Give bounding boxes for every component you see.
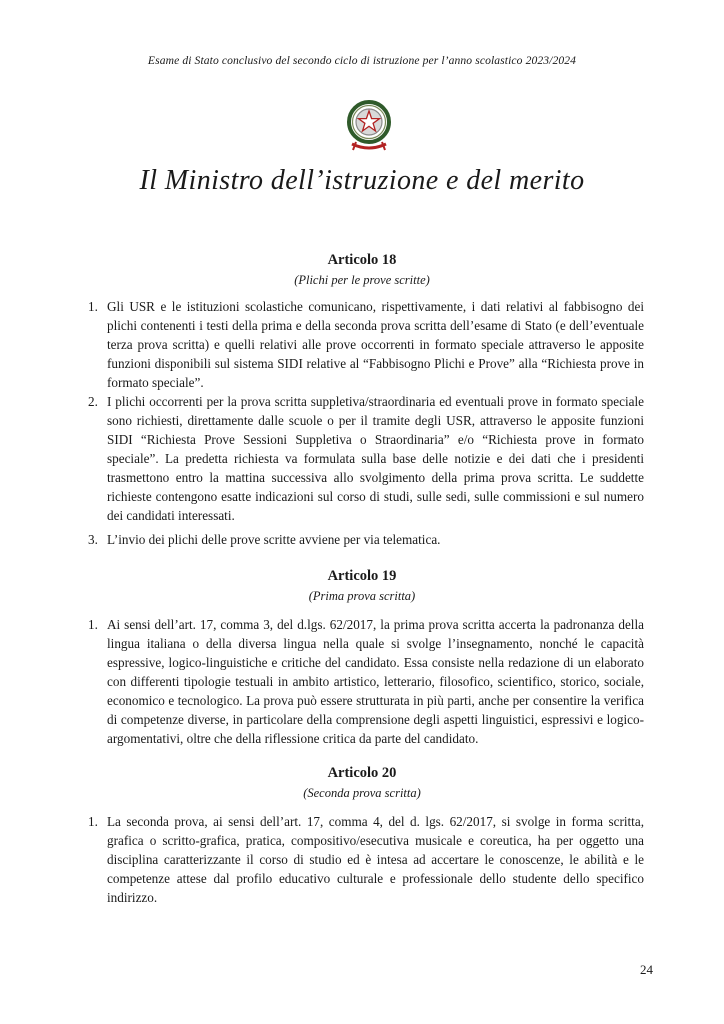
article-19-items (84, 615, 644, 748)
list-item (84, 297, 644, 392)
item-number: 1. (88, 617, 98, 632)
page-number: 24 (640, 962, 653, 977)
article-20-title: Articolo 20 (327, 765, 397, 781)
article-20-subtitle: (Seconda prova scritta) (303, 786, 421, 800)
item-number: 1. (88, 299, 98, 314)
article-19-subtitle: (Prima prova scritta) (308, 589, 416, 603)
list-item (84, 530, 644, 549)
running-header: Esame di Stato conclusivo del secondo ciclo di istruzione per l’anno scolastico 2023/2024 (147, 54, 577, 67)
list-item (84, 615, 644, 748)
article-18-subtitle: (Plichi per le prove scritte) (294, 273, 430, 287)
item-text: Gli USR e le istituzioni scolastiche comunicano, rispettivamente, i dati relativi al fabbisogno dei plichi contenenti i testi della prima e della seconda prova scritta dell’esame di Stato (e dell’eventuale terza prova scritta) e quelli relativi alle prove occorrenti in formato speciale attraverso le apposite funzioni disponibili sul sistema SIDI relative al “Fabbisogno Plichi e Prove” alla “Richiesta prove in formato speciale”. (107, 299, 644, 390)
list-item (84, 392, 644, 525)
article-19-title: Articolo 19 (327, 568, 397, 584)
list-item (84, 812, 644, 907)
italian-republic-emblem (344, 98, 394, 156)
item-text: I plichi occorrenti per la prova scritta suppletiva/straordinaria ed eventuali prove in formato speciale sono richiesti, direttamente dalle scuole o per il tramite degli USR, attraverso le apposite funzioni SIDI “Richiesta Prove Sessioni Suppletiva o Straordinaria” e/o “Richiesta prove in formato speciale”. La predetta richiesta va formulata sulla base delle notizie e dei dati che i presidenti trasmettono entro la mattina successiva allo svolgimento della prima prova scritta. Le suddette richieste contengono esatte indicazioni sul corso di studi, sulle sedi, sulle commissioni e sul numero dei candidati interessati. (107, 394, 644, 523)
ministry-title: Il Ministro dell’istruzione e del merito (139, 165, 585, 196)
item-text: L’invio dei plichi delle prove scritte avviene per via telematica. (107, 532, 441, 547)
item-text: Ai sensi dell’art. 17, comma 3, del d.lgs. 62/2017, la prima prova scritta accerta la padronanza della lingua italiana o della diversa lingua nella quale si svolge l’insegnamento, nonché le capacità espressive, logico-linguistiche e critiche del candidato. Essa consiste nella redazione di un elaborato con differenti tipologie testuali in ambito artistico, letterario, filosofico, scientifico, storico, sociale, economico e tecnologico. La prova può essere strutturata in più parti, anche per consentire la verifica di competenze diverse, in particolare della comprensione degli aspetti linguistici, espressivi e logico-argomentativi, oltre che della riflessione critica da parte del candidato. (107, 617, 644, 746)
item-number: 3. (88, 532, 98, 547)
article-18-items (84, 297, 644, 549)
item-number: 2. (88, 394, 98, 409)
item-number: 1. (88, 814, 98, 829)
article-20-items (84, 812, 644, 907)
article-18-title: Articolo 18 (327, 252, 397, 268)
item-text: La seconda prova, ai sensi dell’art. 17, comma 4, del d. lgs. 62/2017, si svolge in forma scritta, grafica o scritto-grafica, pratica, compositivo/esecutiva musicale e coreutica, ha per oggetto una disciplina caratterizzante il corso di studio ed è intesa ad accertare le conoscenze, le abilità e le competenze attese dal profilo educativo culturale e professionale dello studente dello specifico indirizzo. (107, 814, 644, 905)
